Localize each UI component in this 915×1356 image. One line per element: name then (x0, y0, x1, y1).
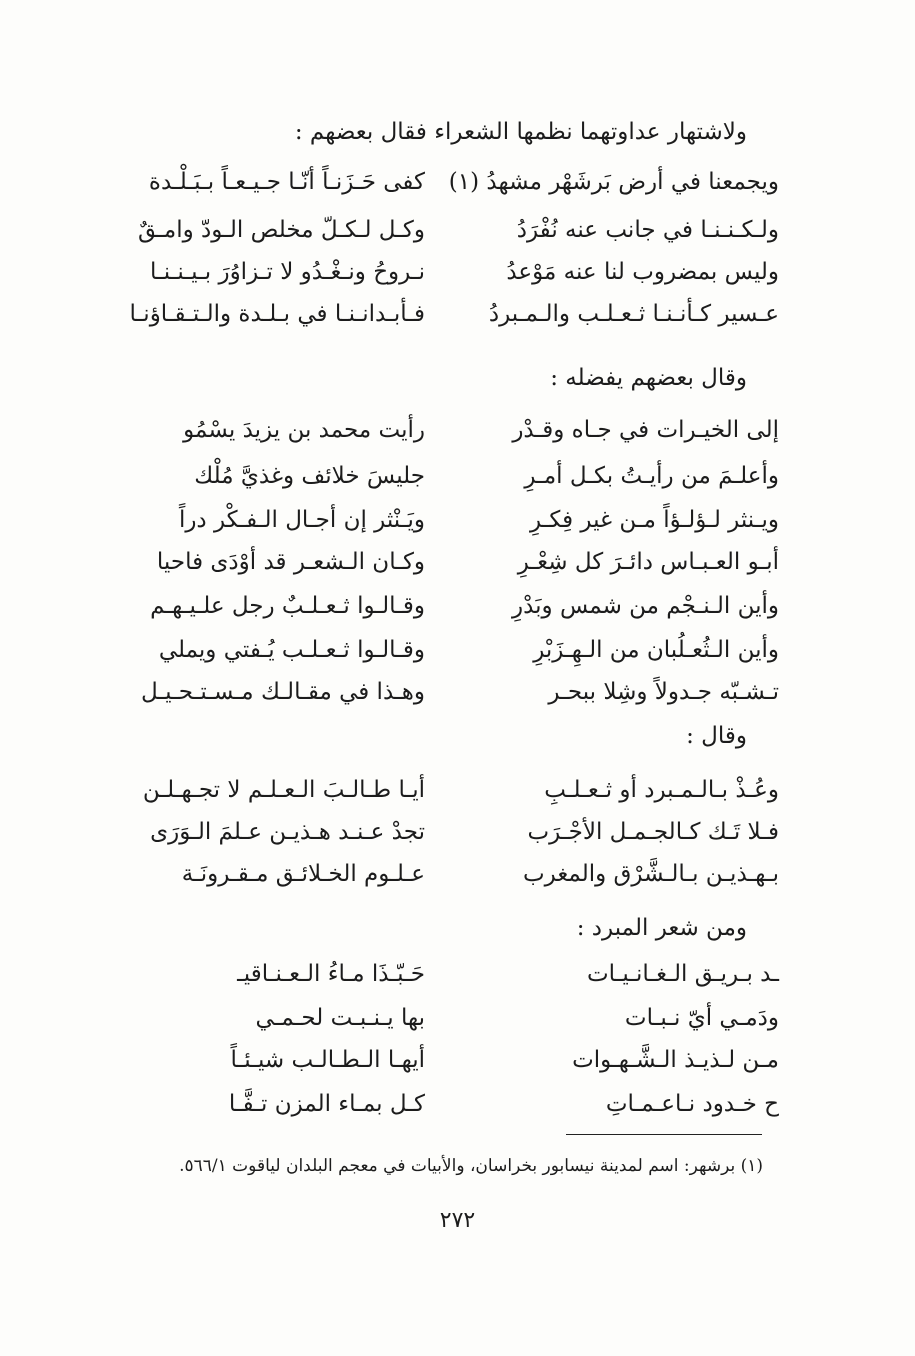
second-hemistich: ويـنثر لـؤلـؤاً مـن غير فِكـرِ (529, 507, 779, 533)
second-hemistich: وأعلـمَ من رأيـتُ بكـل أمـرِ (524, 463, 779, 489)
first-hemistich: بها يـنـبـت لحـمـي (255, 1005, 425, 1031)
first-hemistich: وهـذا في مقـالـك مـسـتـحـيـل (140, 679, 425, 705)
verse-line (0, 1044, 915, 1084)
first-hemistich: فـأبـدانـنـا في بـلـدة والـتـقـاؤنـا (129, 301, 425, 327)
intro-line: وقال بعضهم يفضله : (550, 365, 747, 391)
intro-line: وقال : (686, 723, 747, 749)
verse-line (0, 460, 915, 500)
verse-line (0, 634, 915, 674)
second-hemistich: عـسير كـأنـنـا ثـعـلـب والـمـبردُ (488, 301, 779, 327)
footnote-divider (566, 1134, 762, 1135)
first-hemistich: كفى حَـزَنـاً أنّـا جـيـعـاً بـبَـلْـدة (148, 169, 425, 195)
second-hemistich: مـن لـذيـذ الـشَّـهـوات (572, 1047, 779, 1073)
second-hemistich: وعُـذْ بـالـمـبرد أو ثـعـلـبِ (544, 777, 779, 803)
verse-line (0, 414, 915, 454)
verse-line (0, 256, 915, 296)
second-hemistich: ودَمـي أيّ نـبـات (624, 1005, 779, 1031)
verse-line (0, 1002, 915, 1042)
verse-line (0, 958, 915, 998)
second-hemistich: وأين الـثُعـلُبان من الـهِـزَبْرِ (533, 637, 779, 663)
first-hemistich: أيهـا الـطـالـب شيـئـاً (230, 1047, 425, 1073)
second-hemistich: إلى الخيـرات في جـاه وقـدْر (512, 417, 779, 443)
second-hemistich: فـلا تَـك كـالجـمـل الأجْـرَب (527, 819, 779, 845)
verse-line (0, 676, 915, 716)
first-hemistich: نـروحُ ونـغْـدُو لا تـزاوُرَ بـيـنـنـا (149, 259, 425, 285)
intro-line: ومن شعر المبرد : (576, 915, 747, 941)
second-hemistich: ـد بـريـق الـغـانـيـات (586, 961, 779, 987)
verse-line (0, 298, 915, 338)
page-number: ٢٧٢ (439, 1208, 476, 1233)
verse-line (0, 858, 915, 898)
second-hemistich: وليس بمضروب لنا عنه مَوْعدُ (506, 259, 779, 285)
first-hemistich: وقـالـوا ثـعـلـب يُـفتي ويملي (158, 637, 425, 663)
verse-line (0, 590, 915, 630)
first-hemistich: حَـبّـذَا مـاءُ الـعـنـاقيـ (237, 961, 425, 987)
verse-line (0, 1088, 915, 1128)
verse-line (0, 504, 915, 544)
first-hemistich: وقـالـوا ثـعـلـبٌ رجل علـيـهـم (150, 593, 425, 619)
second-hemistich: ولـكـنـنـا في جانب عنه نُفْرَدُ (516, 217, 779, 243)
second-hemistich: ح خـدود نـاعـمـاتِ (605, 1091, 779, 1117)
second-hemistich: ويجمعنا في أرض بَرشَهْر مشهدُ (١) (448, 169, 779, 195)
verse-line (0, 774, 915, 814)
first-hemistich: عـلـوم الخـلائـق مـقـرونَـة (181, 861, 425, 887)
first-hemistich: ويَـنْثر إن أجـال الـفـكْر دراً (178, 507, 425, 533)
verse-line (0, 816, 915, 856)
first-hemistich: تجدْ عـنـد هـذيـن عـلمَ الـوَرَى (150, 819, 425, 845)
first-hemistich: رأيت محمد بن يزيدَ يسْمُو (183, 417, 425, 443)
first-hemistich: كـل بمـاء المزن تـفَّـا (228, 1091, 425, 1117)
verse-line (0, 214, 915, 254)
footnote: (١) برشهر: اسم لمدينة نيسابور بخراسان، والأبيات في معجم البلدان لياقوت ٥٦٦/١. (179, 1156, 763, 1176)
first-hemistich: أيـا طـالـبَ الـعـلـم لا تجـهـلـن (142, 777, 425, 803)
first-hemistich: وكـان الـشعـر قد أوْدَى فاحيا (156, 549, 425, 575)
second-hemistich: وأين الـنـجْم من شمس وبَدْرِ (511, 593, 779, 619)
second-hemistich: بـهـذيـن بـالـشَّرْق والمغرب (522, 861, 779, 887)
second-hemistich: تـشـبّه جـدولاً وشِلا ببحـر (548, 679, 779, 705)
verse-line (0, 166, 915, 206)
verse-line (0, 546, 915, 586)
intro-line: ولاشتهار عداوتهما نظمها الشعراء فقال بعضهم : (294, 119, 747, 145)
first-hemistich: جليسَ خلائف وغذيَّ مُلْك (194, 463, 425, 489)
first-hemistich: وكـل لـكـلّ مخلص الـودّ وامـقٌ (137, 217, 425, 243)
second-hemistich: أبـو العـبـاس دائـرَ كل شِعْـرِ (517, 549, 779, 575)
